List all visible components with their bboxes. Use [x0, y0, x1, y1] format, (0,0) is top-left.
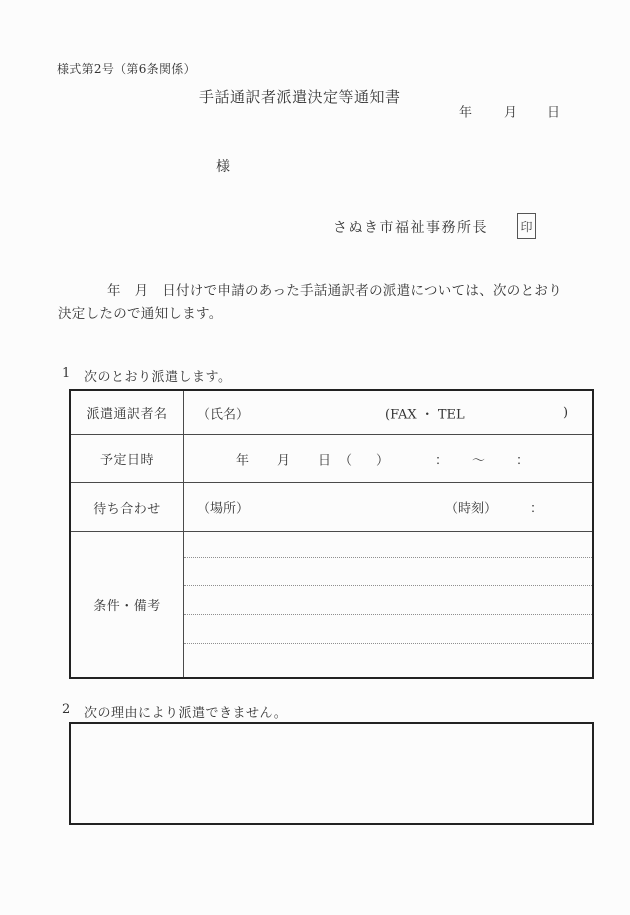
name-placeholder-label: （氏名）: [197, 407, 250, 422]
seal-mark: 印: [520, 219, 533, 234]
section1-heading: 次のとおり派遣します。: [84, 370, 232, 385]
fax-tel-close-paren: ): [563, 405, 569, 420]
document-title: 手話通訳者派遣決定等通知書: [199, 88, 401, 106]
weekday-open-paren: （: [339, 453, 353, 468]
write-in-rule-line: [184, 643, 592, 644]
sender-title: さぬき市福祉事務所長: [333, 220, 488, 236]
end-time-colon: ：: [516, 453, 530, 468]
write-in-rule-line: [184, 557, 592, 558]
row-field-meeting-point: [184, 483, 592, 531]
seal-placeholder-box: [517, 213, 536, 239]
issue-date-day-label: 日: [547, 105, 561, 121]
row-label-scheduled-datetime: 予定日時: [71, 435, 184, 482]
write-in-rule-line: [184, 585, 592, 586]
addressee-suffix: 様: [216, 159, 230, 175]
year-label: 年: [236, 453, 250, 468]
month-label: 月: [277, 453, 291, 468]
dispatch-details-table: [69, 389, 594, 679]
fax-tel-label: (FAX ・ TEL: [385, 407, 465, 422]
row-label-interpreter-name: 派遣通訳者名: [71, 391, 184, 434]
row-field-conditions-remarks: [184, 532, 592, 677]
section1-number: 1: [62, 366, 71, 381]
day-label: 日: [318, 453, 332, 468]
row-field-interpreter-name: [184, 391, 592, 434]
body-text-line1: 年 月 日付けで申請のあった手話通訳者の派遣については、次のとおり: [107, 283, 562, 299]
weekday-close-paren: ）: [376, 453, 390, 468]
section2-number: 2: [62, 702, 71, 717]
row-label-meeting-point: 待ち合わせ: [71, 483, 184, 531]
time-range-tilde: ～: [472, 453, 486, 468]
body-text-line2: 決定したので通知します。: [58, 306, 223, 322]
issue-date-year-label: 年: [459, 105, 473, 121]
place-placeholder-label: （場所）: [197, 501, 250, 517]
rejection-reason-box: [69, 722, 594, 825]
table-row-scheduled-datetime: [71, 435, 592, 483]
meeting-time-colon: ：: [530, 501, 544, 517]
row-field-scheduled-datetime: [184, 435, 592, 482]
section2-heading: 次の理由により派遣できません。: [84, 706, 288, 721]
table-row-meeting-point: [71, 483, 592, 532]
table-row-conditions-remarks: [71, 532, 592, 677]
time-placeholder-label: （時刻）: [445, 501, 498, 517]
row-label-conditions-remarks: 条件・備考: [71, 532, 184, 677]
form-number: 様式第2号（第6条関係）: [57, 62, 196, 76]
start-time-colon: ：: [435, 453, 449, 468]
issue-date-month-label: 月: [504, 105, 518, 121]
table-row-interpreter-name: [71, 391, 592, 435]
write-in-rule-line: [184, 614, 592, 615]
